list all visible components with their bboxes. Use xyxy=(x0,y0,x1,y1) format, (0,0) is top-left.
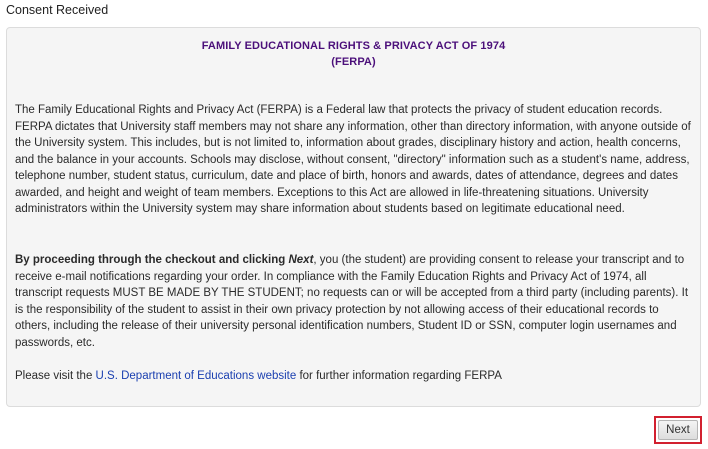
next-button-highlight xyxy=(654,416,702,444)
visit-text-after: for further information regarding FERPA xyxy=(296,370,502,382)
consent-received-label: Consent Received xyxy=(6,3,109,17)
ferpa-paragraph-intro: The Family Educational Rights and Privacy Act (FERPA) is a Federal law that protects the privacy of student education records. FERPA dictates that University staff members may not share any information, other than directory information, with anyone outside of the University system. This includes, but is not limited to, information about grades, disciplinary history and action, health concerns, and the balance in your accounts. Schools may disclose, without consent, "directory" information such as a student's name, address, telephone number, student status, curriculum, date and place of birth, honors and awards, dates of attendance, degrees and dates awarded, and height and weight of team members. Exceptions to this Act are allowed in life-threatening situations. University administrators within the University system may share information about students based on legitimate educational need. xyxy=(15,104,691,215)
visit-text-before: Please visit the xyxy=(15,370,96,382)
ferpa-title-line1: FAMILY EDUCATIONAL RIGHTS & PRIVACY ACT OF 1974 xyxy=(201,40,506,52)
next-button[interactable]: Next xyxy=(658,420,698,440)
consent-body-text: , you (the student) are providing consent to release your transcript and to receive e-mail notifications regarding your order. In compliance with the Family Education Rights and Privacy Act of 1974, all transcript requests MUST BE MADE BY THE STUDENT; no requests can or will be accepted from a third party (including parents). It is the responsibility of the student to assist in their own privacy protection by not allowing access of their educational records to others, including the release of their university personal identification numbers, Student ID or SSN, computer login usernames and passwords, etc. xyxy=(15,254,689,349)
consent-next-emphasis: Next xyxy=(288,254,314,266)
dept-education-link[interactable]: U.S. Department of Educations website xyxy=(95,370,297,382)
ferpa-title-line2: (FERPA) xyxy=(331,56,376,68)
ferpa-title xyxy=(7,38,700,70)
ferpa-paragraph-visit xyxy=(15,368,695,385)
ferpa-paragraph-consent xyxy=(15,252,695,351)
ferpa-panel xyxy=(6,27,701,407)
consent-bold-text: By proceeding through the checkout and clicking xyxy=(15,254,289,266)
